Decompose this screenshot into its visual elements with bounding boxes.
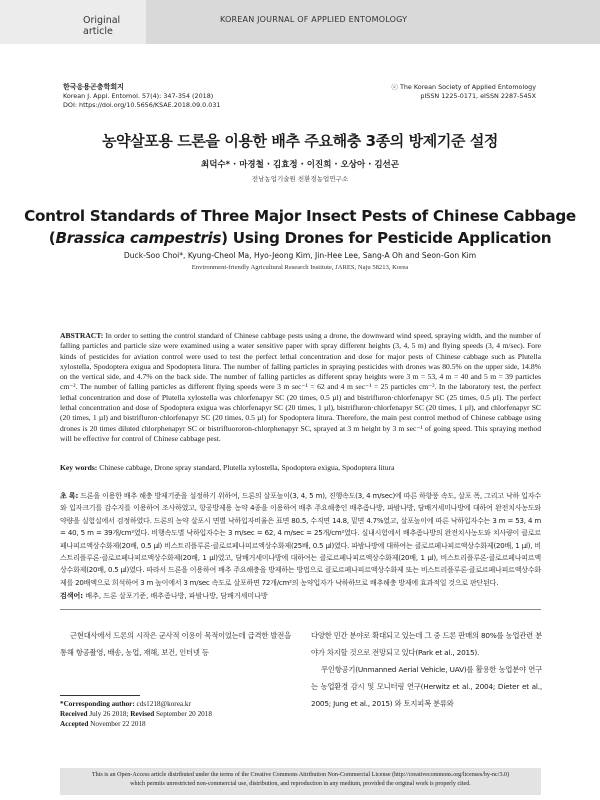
body-left-column: 근현대사에서 드론의 시작은 군사적 이용이 목적이었는데 급격한 발전을 통해 항공촬영, 배송, 농업, 재해, 보건, 인터넷 등 xyxy=(60,631,291,657)
korean-abstract xyxy=(60,490,541,589)
keywords-label: Key words: xyxy=(60,463,98,472)
copyright-block xyxy=(392,83,536,101)
article-type-label: Original article xyxy=(83,15,121,37)
korean-abstract-text: 드론을 이용한 배추 해충 방제기준을 설정하기 위하여, 드론의 살포높이(3, 4, 5 m), 진행속도(3, 4 m/sec)에 따른 하향풍 속도, 살포 폭, 그리고 낙하 입자수와 입자크기를 감수지를 이용하여 조사하였고, 항공방제용 농약 4종을 이용하여 배추 주요해충인 배추좀나방, 파밤나방, 담배거세미나방에 대하여 완전치사농도와 약량을 실험실에서 검정하였다. 드론의 농약 살포시 면별 낙하입자비율은 표면 80.5, 수직면 14.8, 밑면 4.7%였고, 살포높이에 따른 낙하입자수는 3 m = 53, 4 m = 40, 5 m = 39개/cm²였다. 비행속도별 낙하입자수는 3 m/sec = 62, 4 m/sec = 25개/cm²였다. 실내시험에서 배추좀나방의 완전치사농도와 치사량이 클로르페나피르액상수화제(20배, 0.5 µl) 비스트리플루론·클로르페나피르액상수화제(25배, 0.5 µl)였다. 파밤나방에 대하여는 클로르페나피르액상수화제(20배, 1 µl), 비스트리플루론·클로르페나피르액상수화제(20배, 1 µl)였고, 담배거세미나방에 대하여는 클로르페나피르액상수화제(20배, 1 µl), 비스트리플루론·클로르페나피르액상수화제(20배, 0.5 µl)였다. 따라서 드론을 이용하여 배추 주요해충을 방제하는 방법으로 클로르페나피르액상수화제 또는 비스트리플루론·클로르페나피르액상수화제를 20배액으로 희석하여 3 m 높이에서 3 m/sec 속도로 살포하면 72개/cm²의 농약입자가 낙하하므로 배추해충 방제에 효과적일 것으로 판단된다. xyxy=(60,492,541,587)
journal-reference: Korean J. Appl. Entomol. 57(4): 347-354 (2018) xyxy=(63,92,214,101)
korean-keywords-text: 배추, 드론 살포기준, 배추좀나방, 파밤나방, 담배거세미나방 xyxy=(85,592,268,600)
english-title-line2 xyxy=(0,227,600,249)
korean-abstract-label: 초 록: xyxy=(60,492,79,500)
received-label: Received xyxy=(60,710,88,719)
body-right-para2: 무인항공기(Unmanned Aerial Vehicle, UAV)를 활용한 농업분야 연구는 농업환경 감시 및 모니터링 연구(Herwitz et al., 2004; Dieter et al., 2005; Jung et al., 2015) 와 토지피복 분류와 xyxy=(311,665,542,708)
abstract-label: ABSTRACT: xyxy=(60,331,104,340)
accepted-label: Accepted xyxy=(60,720,89,729)
english-affiliation: Environment-friendly Agricultural Research Institute, JARES, Naju 58213, Korea xyxy=(191,264,409,271)
license-line1: This is an Open-Access article distributed under the terms of the Creative Commons Attribution Non-Commercial License (http://creativecommons.org/licenses/by-nc/3.0) xyxy=(91,772,510,778)
english-title-rest: ) Using Drones for Pesticide Application xyxy=(221,229,552,247)
issn: pISSN 1225-0171, eISSN 2287-545X xyxy=(420,92,536,101)
license-line2: which permits unrestricted non-commercial use, distribution, and reproduction in any medium, provided the original work is properly cited. xyxy=(130,781,471,787)
revised-date: September 20 2018 xyxy=(156,710,212,719)
correspondence-block xyxy=(60,699,212,730)
keywords-text: Chinese cabbage, Drone spray standard, Plutella xylostella, Spodoptera exigua, Spodoptera litura xyxy=(99,463,395,472)
body-right-para1: 다양한 민간 분야로 확대되고 있는데 그 중 드론 판매의 80%를 농업관련 분야가 차지할 것으로 전망되고 있다(Park et al., 2015). xyxy=(311,631,542,657)
korean-affiliation: 전남농업기술원 친환경농업연구소 xyxy=(251,175,349,183)
accepted-date: November 22 2018 xyxy=(90,720,146,729)
english-authors: Duck-Soo Choi*, Kyung-Cheol Ma, Hyo-Jeong Kim, Jin-Hee Lee, Sang-A Oh and Seon-Gon Kim xyxy=(123,251,477,260)
section-divider xyxy=(60,609,541,610)
corr-email[interactable]: cds1218@korea.kr xyxy=(136,700,191,708)
english-title xyxy=(0,205,600,249)
english-title-line1: Control Standards of Three Major Insect Pests of Chinese Cabbage xyxy=(24,207,576,225)
article-type-tag xyxy=(0,0,146,44)
corresponding-author xyxy=(60,699,212,709)
scientific-name: Brassica campestris xyxy=(55,229,222,247)
journal-header xyxy=(0,0,600,44)
revised-label: Revised xyxy=(130,710,155,719)
korean-title: 농약살포용 드론을 이용한 배추 주요해충 3종의 방제기준 설정 xyxy=(101,132,499,150)
doi-link[interactable]: DOI: https://doi.org/10.5656/KSAE.2018.09.0.031 xyxy=(63,101,221,110)
accepted-line xyxy=(60,719,212,729)
keywords xyxy=(60,463,541,472)
citation-block xyxy=(63,83,220,111)
journal-name: KOREAN JOURNAL OF APPLIED ENTOMOLOGY xyxy=(220,15,408,24)
paren-open: ( xyxy=(48,229,56,247)
dates-line xyxy=(60,709,212,719)
abstract xyxy=(60,331,541,444)
received-date: July 26 2018; xyxy=(89,710,129,719)
journal-korean-name: 한국응용곤충학회지 xyxy=(63,83,124,91)
abstract-text: In order to setting the control standard of Chinese cabbage pests using a drone, the downward wind speed, spraying width, and the number of falling particles and particle size were examined using a water sensitive paper with spray different heights (3, 4, 5 m) and flying speeds (3, 4 m/sec). Fore kinds of pesticides for aviation control were used to test the perfect lethal concentration and dose for major pests of Chinese cabbage such as Plutella xylostella, Spodoptera exigua and Spodoptera litura. The number of falling particles in spraying pesticides with drones was 80.5% on the upper side, 14.8% on the vertical side, and 4.7% on the back side. The number of falling particles as different spray heights were 3 m = 53, 4 m = 40 and 5 m = 39 particles cm⁻². The number of falling particles as different flying speeds were 3 m sec⁻¹ = 62 and 4 m sec⁻¹ = 25 particles cm⁻². In the laboratory test, the perfect lethal concentration and dose of Plutella xylostella was chlorfenapyr SC (20 times, 0.5 µl) and bistrifluron·chlorfenapyr SC (25 times, 0.5 µl). The perfect lethal concentration and dose of Spodoptera exigua was chlorfenapyr SC (20 times, 1 µl), bistrifluron·chlorfenapyr SC (20 times, 1 µl), and chlorfenapyr SC (20 times, 1 µl) and bistrifluron·chlorfenapyr SC (20 times, 0.5 µl) for Spodoptera litura. Therefore, the main pest control method of Chinese cabbage using drones is 20 times diluted chlorphenapyr SC or bistrifluororon-chlorphenapyr SC, sprayed at 3 m height by 3 m sec⁻¹ of going speed. This spraying method will be effective for control of Chinese cabbage pest. xyxy=(60,331,541,443)
body-right-column xyxy=(311,627,542,712)
corr-label: *Corresponding author: xyxy=(60,700,135,708)
copyright-notice: ⓒ The Korean Society of Applied Entomology xyxy=(391,83,536,91)
korean-authors: 최덕수* · 마경철 · 김효정 · 이진희 · 오상아 · 김선곤 xyxy=(201,160,399,170)
footnote-rule xyxy=(60,695,140,696)
korean-keywords-label: 검색어: xyxy=(60,592,84,600)
korean-keywords xyxy=(60,591,541,601)
license-box xyxy=(60,768,541,795)
